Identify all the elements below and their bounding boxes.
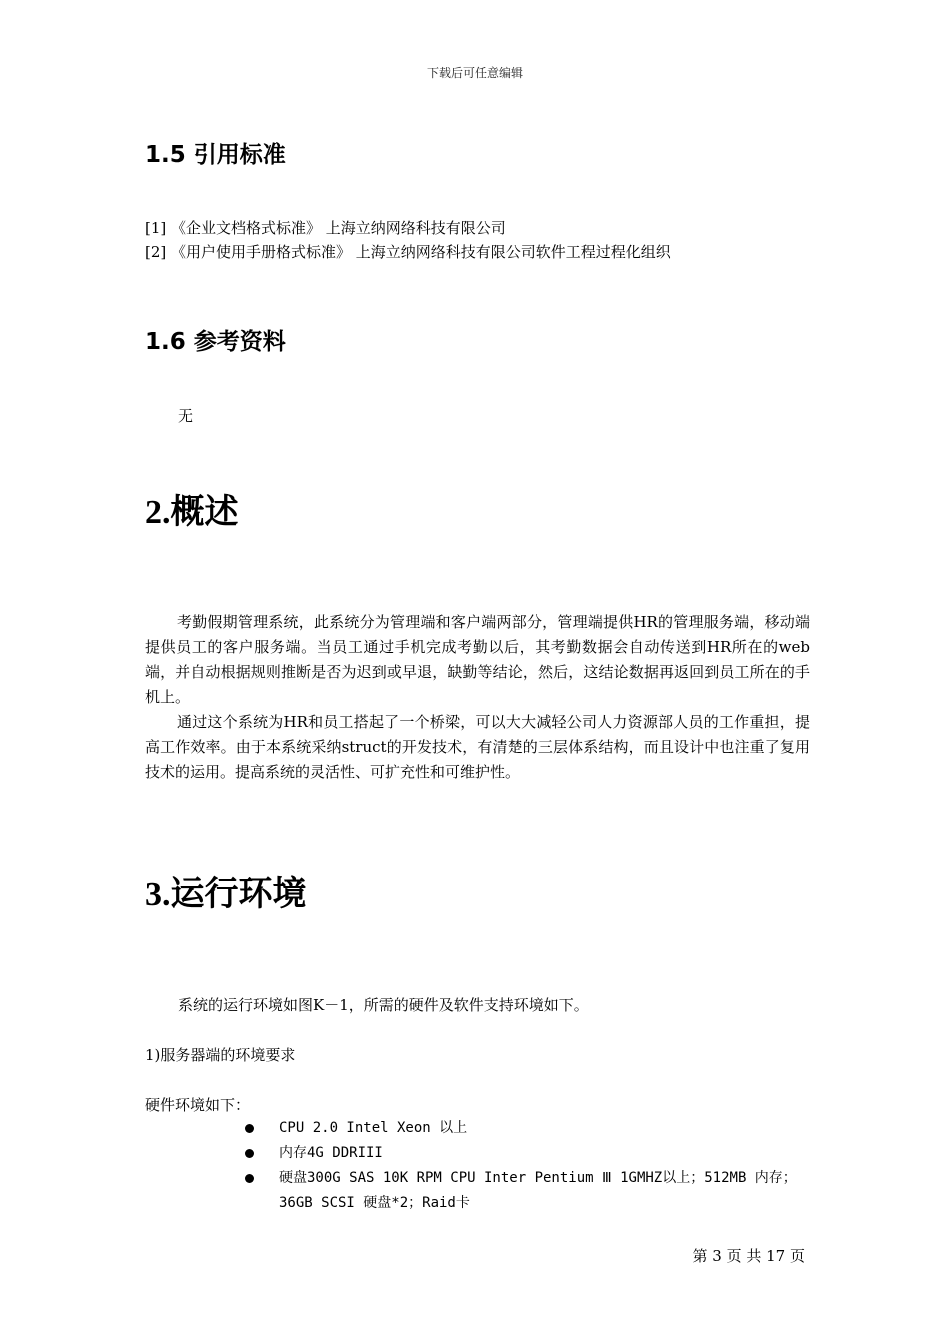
page-header: 下载后可任意编辑 bbox=[426, 66, 523, 80]
hardware-item-text: 硬盘300G SAS 10K RPM CPU Inter Pentium Ⅲ 1GMHZ以上；512MB 内存；36GB SCSI 硬盘*2；Raid卡 bbox=[279, 1170, 797, 1211]
list-item bbox=[243, 1116, 813, 1141]
bullet-icon bbox=[245, 1174, 254, 1183]
overview-paragraph-1: 考勤假期管理系统，此系统分为管理端和客户端两部分，管理端提供HR的管理服务端，移动端提供员工的客户服务端。当员工通过手机完成考勤以后，其考勤数据会自动传送到HR所在的web端，并自动根据规则推断是否为迟到或早退，缺勤等结论，然后，这结论数据再返回到员工所在的手机上。 bbox=[145, 613, 810, 706]
environment-intro: 系统的运行环境如图K－1，所需的硬件及软件支持环境如下。 bbox=[178, 996, 589, 1014]
bullet-icon bbox=[245, 1149, 254, 1158]
reference-item-2: [2] 《用户使用手册格式标准》 上海立纳网络科技有限公司软件工程过程化组织 bbox=[145, 243, 671, 261]
page-number: 第 3 页 共 17 页 bbox=[692, 1247, 805, 1265]
hardware-item-text: CPU 2.0 Intel Xeon 以上 bbox=[279, 1120, 468, 1136]
server-requirements-heading: 1)服务器端的环境要求 bbox=[145, 1046, 296, 1064]
list-item bbox=[243, 1166, 813, 1216]
references-none-text: 无 bbox=[178, 407, 194, 425]
reference-item-1: [1] 《企业文档格式标准》 上海立纳网络科技有限公司 bbox=[145, 219, 506, 237]
section-heading-1-5: 1.5 引用标准 bbox=[145, 142, 286, 168]
hardware-item-text: 内存4G DDRIII bbox=[279, 1145, 383, 1161]
hardware-list bbox=[243, 1116, 813, 1216]
overview-paragraph-2: 通过这个系统为HR和员工搭起了一个桥梁，可以大大减轻公司人力资源部人员的工作重担，提高工作效率。由于本系统采纳struct的开发技术，有清楚的三层体系结构，而且设计中也注重了复用技术的运用。提高系统的灵活性、可扩充性和可维护性。 bbox=[145, 713, 810, 781]
list-item bbox=[243, 1141, 813, 1166]
section-heading-3: 3.运行环境 bbox=[145, 876, 307, 913]
section-heading-2: 2.概述 bbox=[145, 494, 239, 531]
hardware-label: 硬件环境如下： bbox=[145, 1096, 251, 1114]
bullet-icon bbox=[245, 1124, 254, 1133]
section-heading-1-6: 1.6 参考资料 bbox=[145, 329, 286, 355]
